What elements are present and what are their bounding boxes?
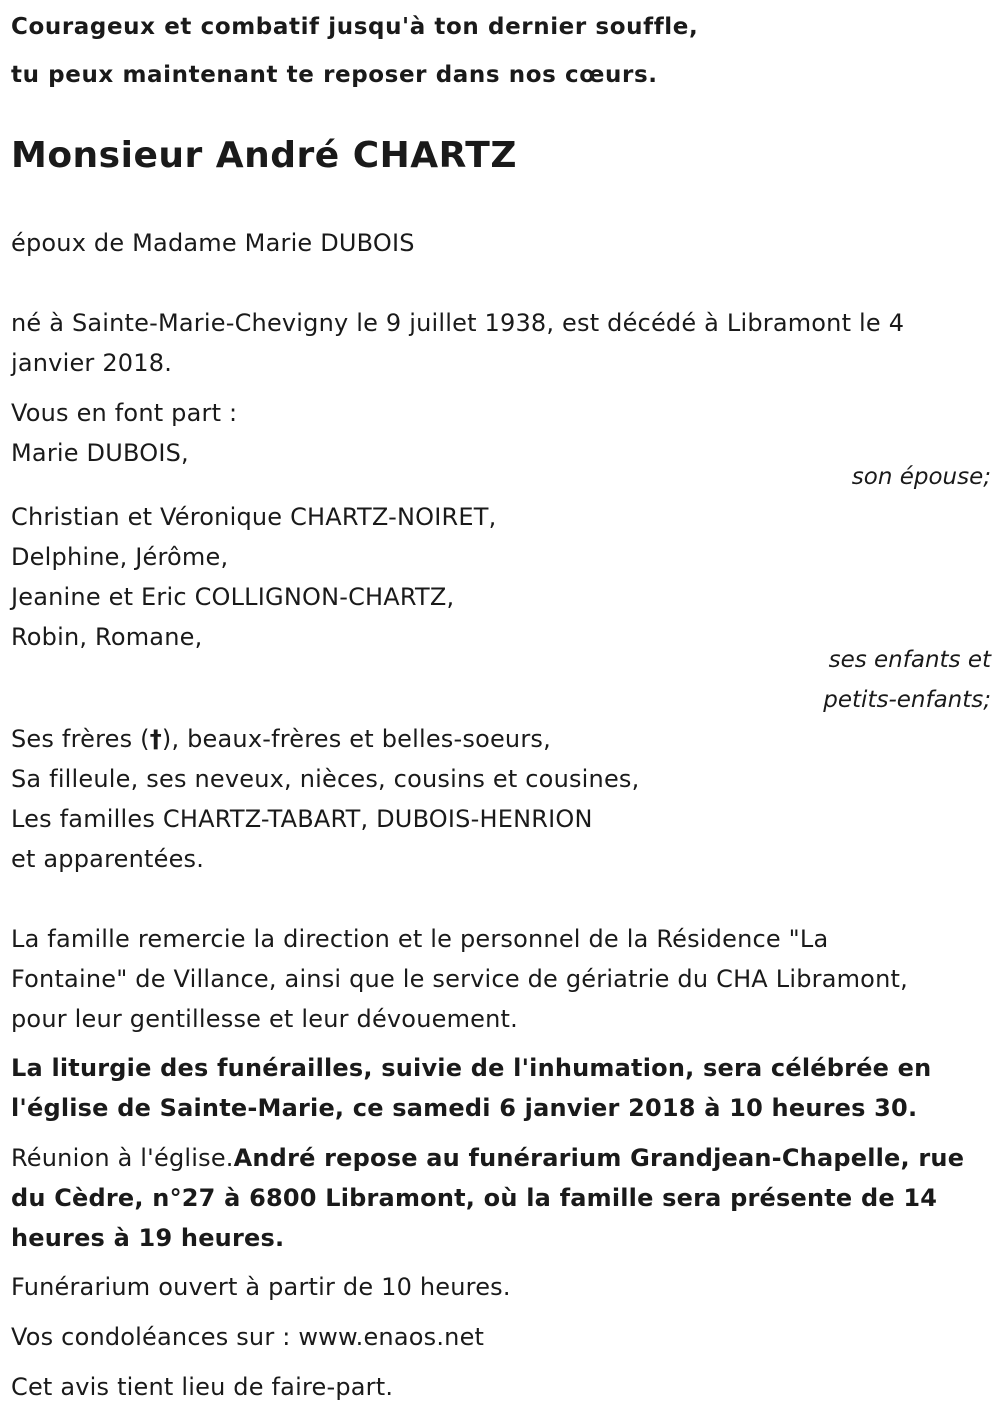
brothers-line	[11, 724, 551, 754]
gathering-line-3: heures à 19 heures.	[11, 1224, 285, 1252]
children-role-line-2: petits-enfants;	[823, 687, 991, 713]
extended-family-line-3: et apparentées.	[11, 845, 205, 873]
children-line-3: Jeanine et Eric COLLIGNON-CHARTZ,	[11, 583, 455, 611]
cross-icon: †	[149, 725, 162, 753]
birth-death-line-1: né à Sainte-Marie-Chevigny le 9 juillet 1938, est décédé à Libramont le 4	[11, 309, 905, 337]
thanks-line-2: Fontaine" de Villance, ainsi que le service de gériatrie du CHA Libramont,	[11, 965, 908, 993]
gathering-line-2: du Cèdre, n°27 à 6800 Libramont, où la famille sera présente de 14	[11, 1184, 938, 1212]
epigraph-line-1: Courageux et combatif jusqu'à ton dernier souffle,	[11, 14, 699, 40]
epigraph-line-2: tu peux maintenant te reposer dans nos cœurs.	[11, 62, 658, 88]
gathering-regular: Réunion à l'église.	[11, 1144, 234, 1172]
funeral-line-1: La liturgie des funérailles, suivie de l'inhumation, sera célébrée en	[11, 1054, 932, 1082]
deceased-name: Monsieur André CHARTZ	[11, 135, 517, 176]
gathering-bold: André repose au funérarium Grandjean-Chapelle, rue	[233, 1144, 965, 1172]
brothers-prefix: Ses frères (	[11, 725, 150, 753]
children-line-4: Robin, Romane,	[11, 623, 203, 651]
birth-death-line-2: janvier 2018.	[11, 349, 173, 377]
children-line-2: Delphine, Jérôme,	[11, 543, 229, 571]
children-role-line-1: ses enfants et	[828, 647, 991, 673]
funeral-line-2: l'église de Sainte-Marie, ce samedi 6 janvier 2018 à 10 heures 30.	[11, 1094, 918, 1122]
extended-family-line-1: Sa filleule, ses neveux, nièces, cousins et cousines,	[11, 765, 640, 793]
funerarium-hours: Funérarium ouvert à partir de 10 heures.	[11, 1273, 511, 1301]
thanks-line-1: La famille remercie la direction et le personnel de la Résidence "La	[11, 925, 829, 953]
thanks-line-3: pour leur gentillesse et leur dévouement.	[11, 1005, 518, 1033]
spouse-line: époux de Madame Marie DUBOIS	[11, 229, 415, 257]
children-line-1: Christian et Véronique CHARTZ-NOIRET,	[11, 503, 497, 531]
gathering-line-1	[11, 1143, 964, 1173]
spouse-role: son épouse;	[851, 464, 991, 490]
spouse-mention: Marie DUBOIS,	[11, 439, 189, 467]
condolences-line: Vos condoléances sur : www.enaos.net	[11, 1323, 485, 1351]
announcement-intro: Vous en font part :	[11, 399, 238, 427]
extended-family-line-2: Les familles CHARTZ-TABART, DUBOIS-HENRION	[11, 805, 593, 833]
brothers-suffix: ), beaux-frères et belles-soeurs,	[161, 725, 551, 753]
closing-line: Cet avis tient lieu de faire-part.	[11, 1373, 394, 1401]
